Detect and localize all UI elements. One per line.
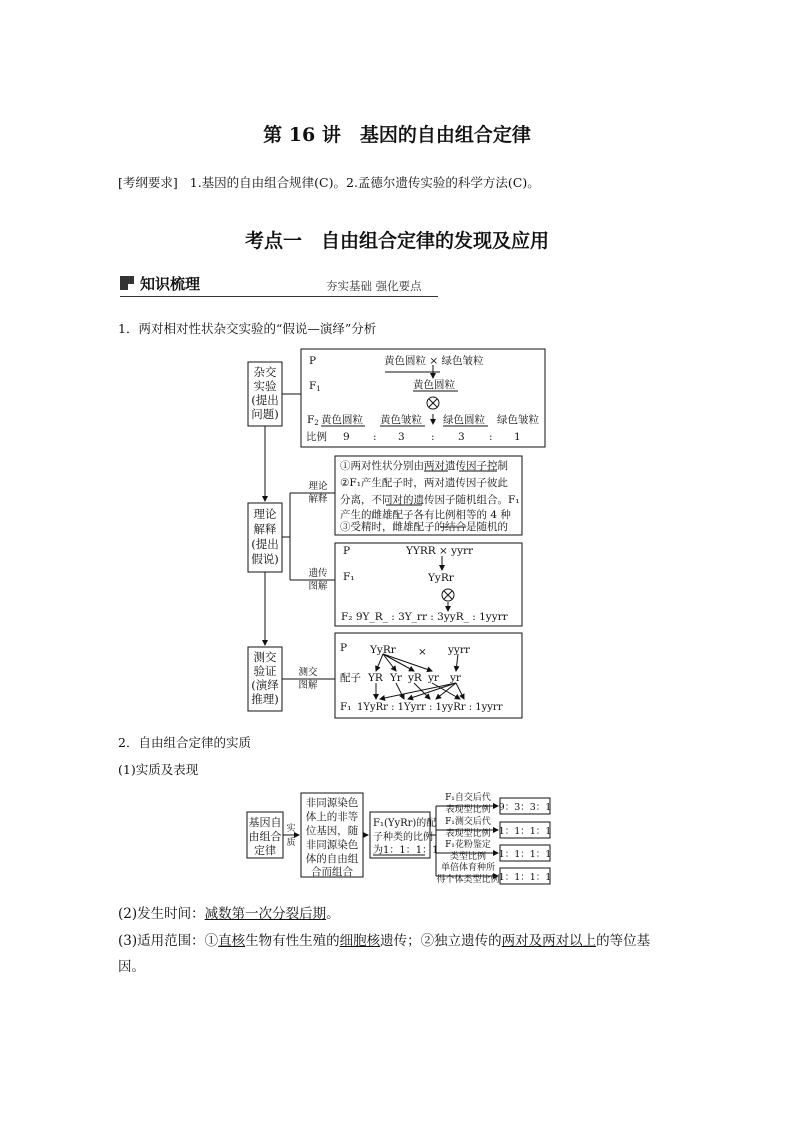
test-gamete-1: YR: [368, 672, 383, 684]
stage3-line3: (演绎: [251, 678, 279, 692]
scope-u1: 直核: [218, 933, 246, 949]
exp-F2-pheno-3: 绿色圆粒: [443, 414, 485, 426]
genetic-P: P: [343, 545, 351, 557]
theory-line-3: 分离，不同对的遗传因子随机组合。F₁: [340, 494, 520, 506]
heading-1: 1．两对相对性状杂交实验的“假说—演绎”分析: [118, 321, 377, 336]
theory-line-2: ②F₁产生配子时，两对遗传因子彼此: [340, 477, 508, 489]
scope-line-2: 因。: [118, 959, 145, 975]
requirement-text: 1.基因的自由组合规律(C)。2.孟德尔遗传实验的科学方法(C)。: [189, 175, 540, 190]
exp-ratio-sep-2: :: [431, 431, 435, 443]
stage1-line4: 问题): [251, 407, 279, 421]
exp-F1-sub: 1: [316, 385, 321, 393]
genetic-F1: F₁: [343, 571, 355, 583]
exp-ratio-1: 9: [343, 431, 350, 443]
theory-line-1: ①两对性状分别由两对遗传因子控制: [340, 460, 508, 472]
scope-u2: 细胞核: [339, 933, 381, 949]
essence-label-1: 实: [286, 824, 296, 834]
exp-ratio-4: 1: [514, 431, 521, 443]
exp-F1: [309, 380, 321, 393]
test-label-2: 图解: [298, 680, 318, 691]
exp-P: P: [309, 355, 317, 367]
stage3-line1: 测交: [253, 650, 277, 664]
heading-2: 2．自由组合定律的实质: [118, 735, 251, 750]
scope-s1: ①: [204, 933, 219, 949]
knowledge-banner-title: 知识梳理: [140, 275, 201, 293]
essence-line-6: 合而组合: [311, 866, 353, 878]
stage1-line3: (提出: [251, 393, 279, 407]
stage2-line4: 假说): [251, 552, 279, 566]
exp-ratio-label: 比例: [306, 431, 327, 443]
exp-F2-sub: 2: [314, 419, 319, 427]
stage2-line1: 理论: [253, 507, 277, 521]
genetic-F2-line: F₂ 9Y_R_ : 3Y_rr : 3yyR_ : 1yyrr: [341, 611, 508, 623]
theory-label-2: 解释: [308, 494, 328, 505]
exp-F2-pheno-1: 黄色圆粒: [321, 414, 363, 426]
theory-line-5: ③受精时，雌雄配子的结合是随机的: [340, 521, 508, 533]
essence-label-2: 质: [286, 838, 296, 848]
test-F1: F₁: [340, 701, 352, 713]
branch3-ratio: 1：1：1：1: [498, 849, 552, 860]
page-title: 第 16 讲 基因的自由组合定律: [263, 124, 531, 146]
essence-line-1: 非同源染色: [305, 797, 359, 809]
exp-F2: [307, 414, 319, 427]
exp-ratio-2: 3: [398, 431, 405, 443]
theory-label-1: 理论: [308, 481, 328, 492]
branch3-label-2: 类型比例: [449, 852, 487, 862]
law-line-2: 由组合: [248, 830, 282, 843]
stage2-line2: 解释: [253, 522, 277, 536]
test-gamete-3: yR: [408, 672, 422, 684]
scope-s3: 遗传；②独立遗传的: [380, 933, 502, 949]
test-parent2: yyrr: [448, 644, 470, 656]
requirement-label: [考纲要求]: [118, 175, 178, 190]
gamete-line-3: 为1：1：1：1: [373, 845, 439, 856]
test-F1-line: 1YyRr : 1Yyrr : 1yyRr : 1yyrr: [357, 702, 503, 713]
stage3-line4: 推理): [251, 692, 279, 706]
exp-ratio-sep-1: :: [373, 431, 377, 443]
essence-line-3: 位基因，随: [305, 825, 359, 837]
branch4-label-1: 单倍体育种所: [440, 863, 496, 873]
stage1-line1: 杂交: [253, 365, 277, 379]
essence-line-2: 体上的非等: [305, 811, 359, 823]
essence-line-4: 非同源染色: [305, 839, 359, 851]
essence-line-5: 体的自由组: [305, 853, 359, 865]
branch2-label-2: 表现型比例: [445, 829, 491, 839]
test-gamete-label: 配子: [340, 672, 361, 684]
exp-F1-label: F: [309, 380, 317, 392]
law-line-1: 基因自: [248, 816, 282, 829]
branch4-label-2: 得个体类型比例: [436, 875, 500, 885]
branch2-label-1: F₁测交后代: [445, 817, 491, 827]
branch3-label-1: F₁花粉鉴定: [445, 840, 491, 850]
exp-F1-pheno: 黄色圆粒: [413, 379, 455, 391]
exp-ratio-3: 3: [458, 431, 465, 443]
time-value: 减数第一次分裂后期: [204, 906, 327, 922]
test-P: P: [340, 642, 348, 654]
test-gamete-2: Yr: [390, 672, 402, 684]
test-parent1: YyRr: [370, 644, 396, 656]
scope-s4: 的等位基: [596, 933, 651, 949]
law-line-3: 定律: [254, 844, 276, 857]
time-label: (2)发生时间：: [118, 906, 205, 922]
exp-F2-label: F: [307, 414, 315, 426]
branch4-ratio: 1：1：1：1: [498, 872, 552, 883]
section-title: 考点一 自由组合定律的发现及应用: [244, 230, 549, 252]
scope-label: (3)适用范围：: [118, 933, 205, 949]
genetic-P-cross: YYRR × yyrr: [406, 545, 474, 557]
genetic-label-1: 遗传: [308, 568, 328, 579]
exp-F2-pheno-2: 黄色皱粒: [380, 414, 422, 426]
exp-ratio-sep-3: :: [489, 431, 493, 443]
exp-F2-pheno-4: 绿色皱粒: [497, 414, 539, 426]
stage1-line2: 实验: [253, 379, 277, 393]
test-label-1: 测交: [298, 667, 318, 678]
test-cross: ×: [418, 646, 427, 658]
branch2-ratio: 1：1：1：1: [498, 826, 552, 837]
heading-3: (1)实质及表现: [118, 762, 199, 777]
theory-line-4: 产生的雌雄配子各有比例相等的 4 种: [340, 509, 511, 521]
test-gamete-5: yr: [450, 672, 461, 684]
occurrence-time: [118, 902, 340, 922]
exp-P-cross: 黄色圆粒 × 绿色皱粒: [384, 355, 484, 367]
gamete-line-2: 子种类的比例: [373, 832, 433, 843]
application-scope: [118, 929, 650, 949]
genetic-label-2: 图解: [308, 581, 328, 592]
branch1-label-1: F₁自交后代: [445, 793, 491, 803]
time-end: 。: [326, 906, 340, 922]
genetic-F1-geno: YyRr: [428, 572, 454, 584]
gamete-line-1: F₁(YyRr)的配: [373, 818, 437, 829]
scope-s2: 生物有性生殖的: [245, 933, 340, 949]
scope-u3: 两对及两对以上: [501, 933, 597, 949]
stage3-line2: 验证: [253, 664, 277, 678]
branch1-label-2: 表现型比例: [445, 805, 491, 815]
stage2-line3: (提出: [251, 537, 279, 551]
test-gamete-4: yr: [428, 672, 439, 684]
branch1-ratio: 9：3：3：1: [498, 802, 552, 813]
knowledge-banner-tag: 夯实基础 强化要点: [326, 279, 422, 293]
